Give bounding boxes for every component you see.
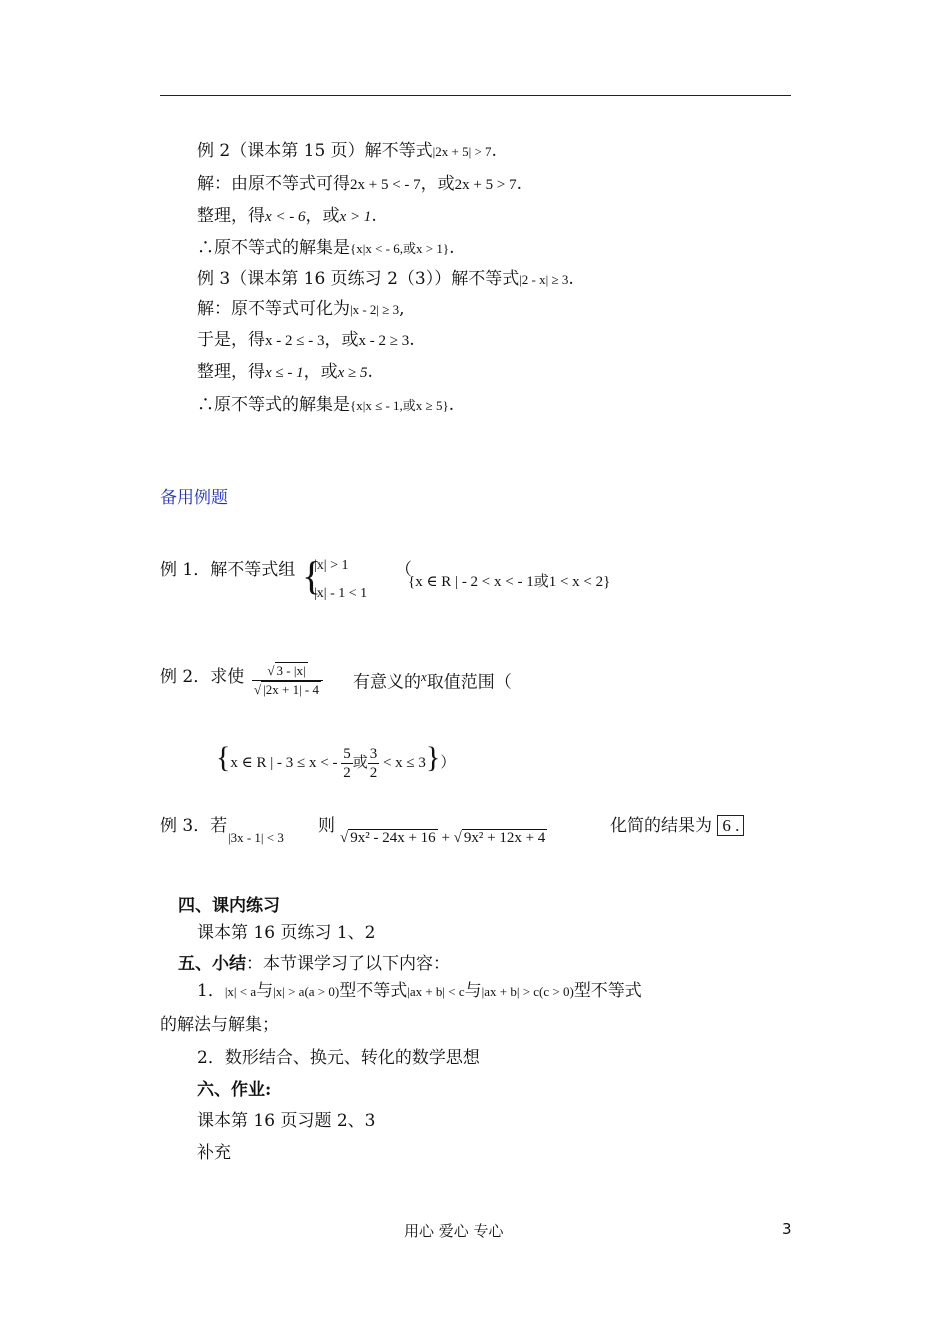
ex3-line4: ∴原不等式的解集是{x|x ≤ - 1,或x ≥ 5}.: [197, 395, 455, 415]
footer-center: 用心 爱心 专心: [404, 1222, 504, 1240]
backup-e3-expr: √ 9x² - 24x + 16 + √ 9x² + 12x + 4: [340, 830, 546, 846]
section5-item2: 2．数形结合、换元、转化的数学思想: [197, 1048, 480, 1068]
backup-e3-label: 例 3．若: [160, 816, 228, 836]
ex2-title: 例 2（课本第 15 页）解不等式|2x + 5| > 7.: [197, 141, 497, 161]
backup-e3-then: 则: [318, 816, 335, 836]
ex3-line1: 解：原不等式可化为|x - 2| ≥ 3,: [197, 299, 405, 319]
ex3-line3: 整理，得x ≤ - 1，或x ≥ 5.: [197, 362, 373, 382]
section6-line1: 课本第 16 页习题 2、3: [197, 1111, 376, 1131]
ex3-title: 例 3（课本第 16 页练习 2（3））解不等式|2 - x| ≥ 3.: [197, 269, 574, 289]
backup-e1-answer: {x ∈ R | - 2 < x < - 1或1 < x < 2}: [408, 574, 611, 590]
header-rule: [160, 95, 791, 96]
system-brace: {: [302, 553, 322, 598]
result-box: 6 .: [717, 815, 744, 836]
backup-e1-sys1: |x| > 1: [314, 558, 349, 573]
ex2-line3: ∴原不等式的解集是{x|x < - 6,或x > 1}.: [197, 238, 455, 258]
backup-e2-answer: {x ∈ R | - 3 ≤ x < - $\frac{5}{2}$ 或 $\frac{3}{2}$ < x ≤ 3}）: [216, 741, 456, 782]
ex2-line1: 解：由原不等式可得2x + 5 < - 7，或2x + 5 > 7.: [197, 174, 522, 194]
section4-line: 课本第 16 页练习 1、2: [197, 923, 376, 943]
page-number: 3: [782, 1220, 792, 1238]
backup-e3-tail: 化简的结果为 6 .: [610, 815, 744, 837]
section5-item1: 1．|x| < a与|x| > a(a > 0)型不等式|ax + b| < c与|ax + b| > c(c > 0)型不等式: [197, 981, 642, 1001]
section6-line2: 补充: [197, 1143, 231, 1163]
backup-e1-sys2: |x| - 1 < 1: [314, 586, 368, 601]
section5-item1-cont: 的解法与解集；: [160, 1015, 279, 1035]
backup-e1-paren: （: [395, 560, 412, 580]
section6-heading: 六、作业:: [197, 1080, 272, 1100]
section4-heading: 四、课内练习: [178, 896, 280, 916]
backup-e2-label: 例 2．求使: [160, 667, 245, 687]
backup-e1-label: 例 1．解不等式组: [160, 560, 296, 580]
backup-e2-mid: 有意义的$^x$取值范围（: [353, 669, 512, 693]
backup-e3-cond: |3x - 1| < 3: [228, 830, 284, 845]
backup-heading: 备用例题: [160, 488, 228, 508]
ex2-line2: 整理，得x < - 6，或x > 1.: [197, 206, 377, 226]
section5-heading: 五、小结：本节课学习了以下内容：: [178, 954, 450, 974]
ex3-line2: 于是，得x - 2 ≤ - 3，或x - 2 ≥ 3.: [197, 330, 415, 350]
backup-e2-fraction: $\frac{√ 3 - |x|}{√ |2x + 1| - 4}$: [252, 662, 323, 699]
